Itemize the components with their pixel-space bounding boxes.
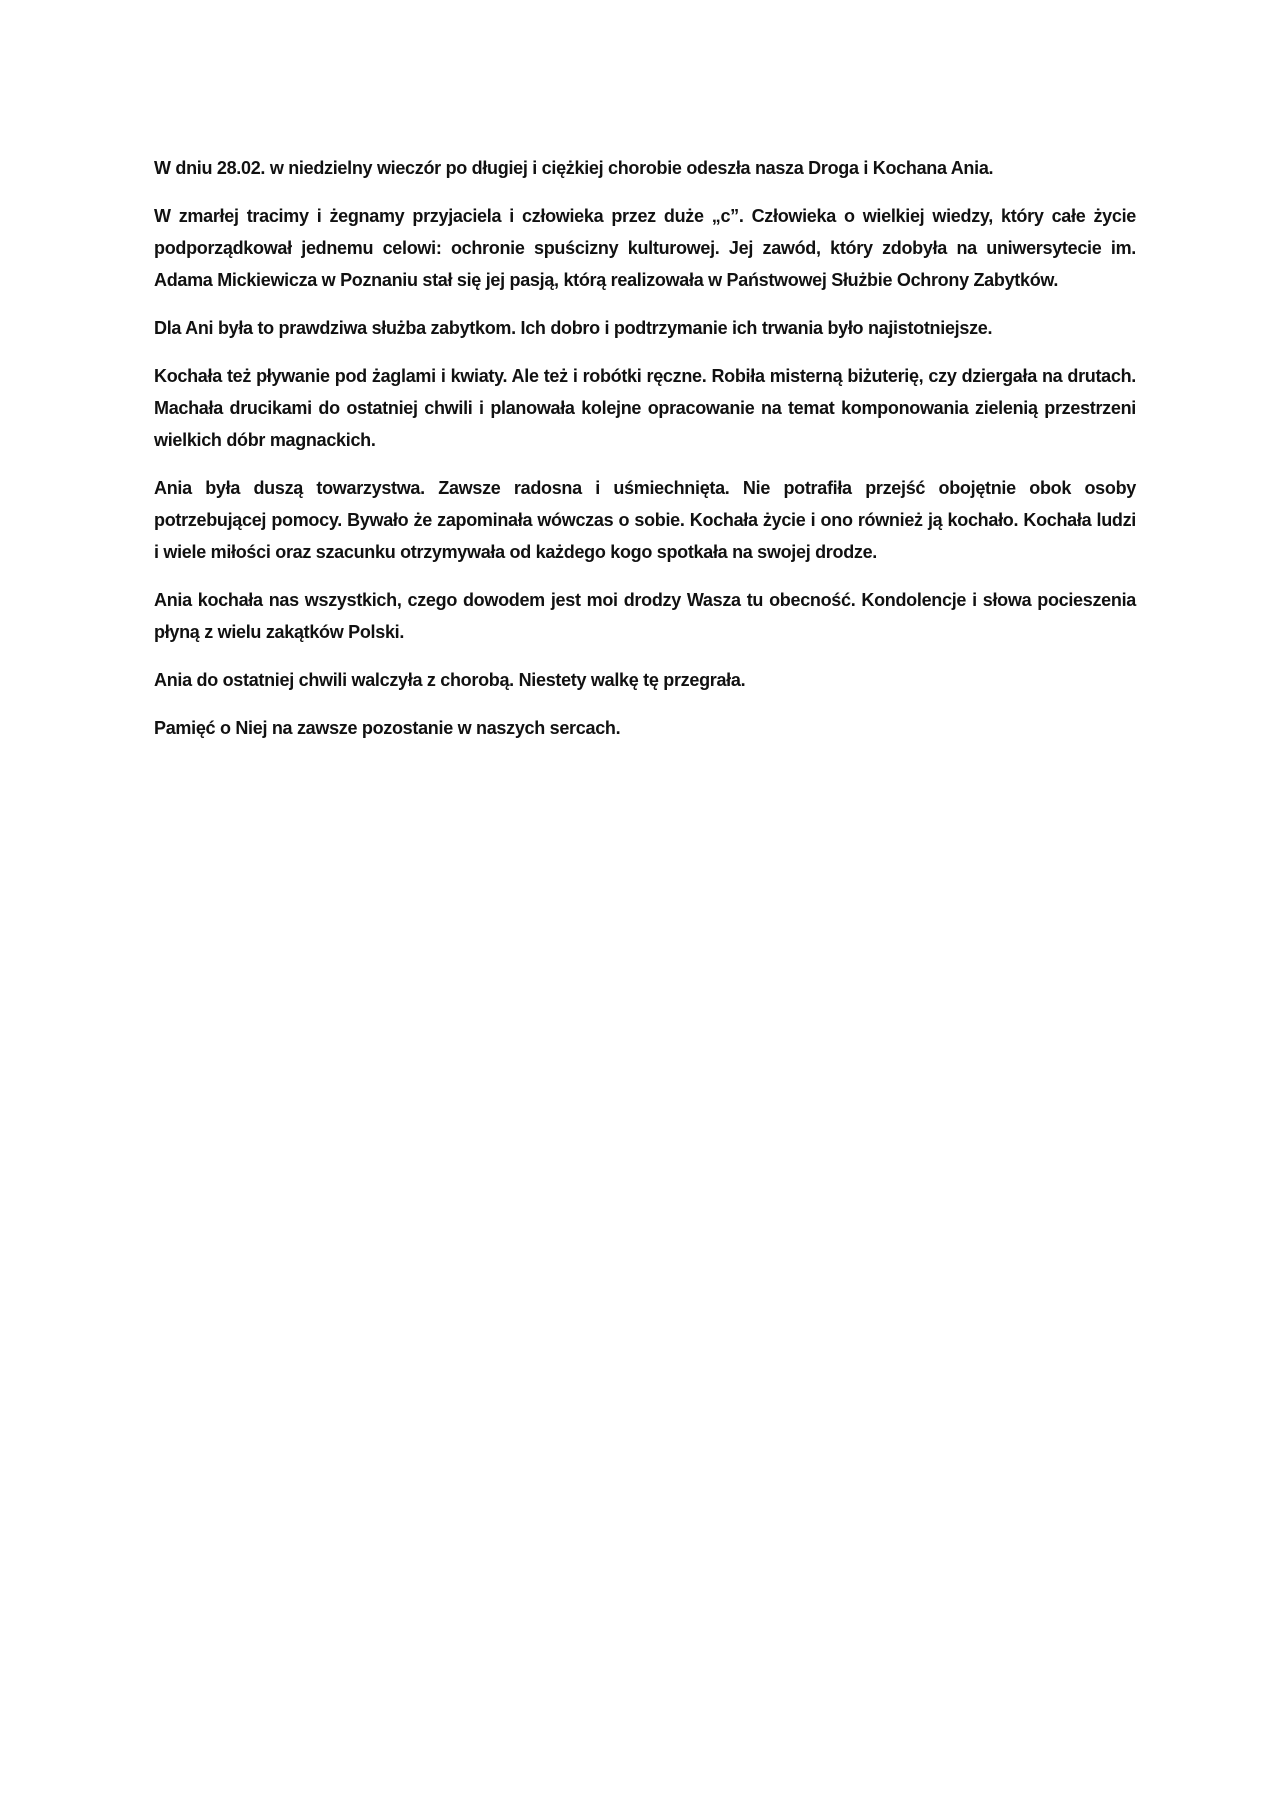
paragraph-2: W zmarłej tracimy i żegnamy przyjaciela i człowieka przez duże „c”. Człowieka o wielkiej wiedzy, który całe życie podporządkował jednemu celowi: ochronie spuścizny kulturowej. Jej zawód, który zdobyła na uniwersytecie im. Adama Mickiewicza w Poznaniu stał się jej pasją, którą realizowała w Państwowej Służbie Ochrony Zabytków.	[154, 206, 1136, 290]
document-body	[154, 152, 1136, 760]
paragraph-7: Ania do ostatniej chwili walczyła z chorobą. Niestety walkę tę przegrała.	[154, 670, 746, 690]
paragraph-5: Ania była duszą towarzystwa. Zawsze radosna i uśmiechnięta. Nie potrafiła przejść obojętnie obok osoby potrzebującej pomocy. Bywało że zapominała wówczas o sobie. Kochała życie i ono również ją kochało. Kochała ludzi i wiele miłości oraz szacunku otrzymywała od każdego kogo spotkała na swojej drodze.	[154, 478, 1136, 562]
paragraph-6: Ania kochała nas wszystkich, czego dowodem jest moi drodzy Wasza tu obecność. Kondolencje i słowa pocieszenia płyną z wielu zakątków Polski.	[154, 590, 1136, 642]
paragraph-4: Kochała też pływanie pod żaglami i kwiaty. Ale też i robótki ręczne. Robiła misterną biżuterię, czy dziergała na drutach. Machała drucikami do ostatniej chwili i planowała kolejne opracowanie na temat komponowania zielenią przestrzeni wielkich dóbr magnackich.	[154, 366, 1136, 450]
paragraph-1: W dniu 28.02. w niedzielny wieczór po długiej i ciężkiej chorobie odeszła nasza Droga i Kochana Ania.	[154, 158, 994, 178]
paragraph-3: Dla Ani była to prawdziwa służba zabytkom. Ich dobro i podtrzymanie ich trwania było najistotniejsze.	[154, 318, 993, 338]
paragraph-8: Pamięć o Niej na zawsze pozostanie w naszych sercach.	[154, 718, 621, 738]
